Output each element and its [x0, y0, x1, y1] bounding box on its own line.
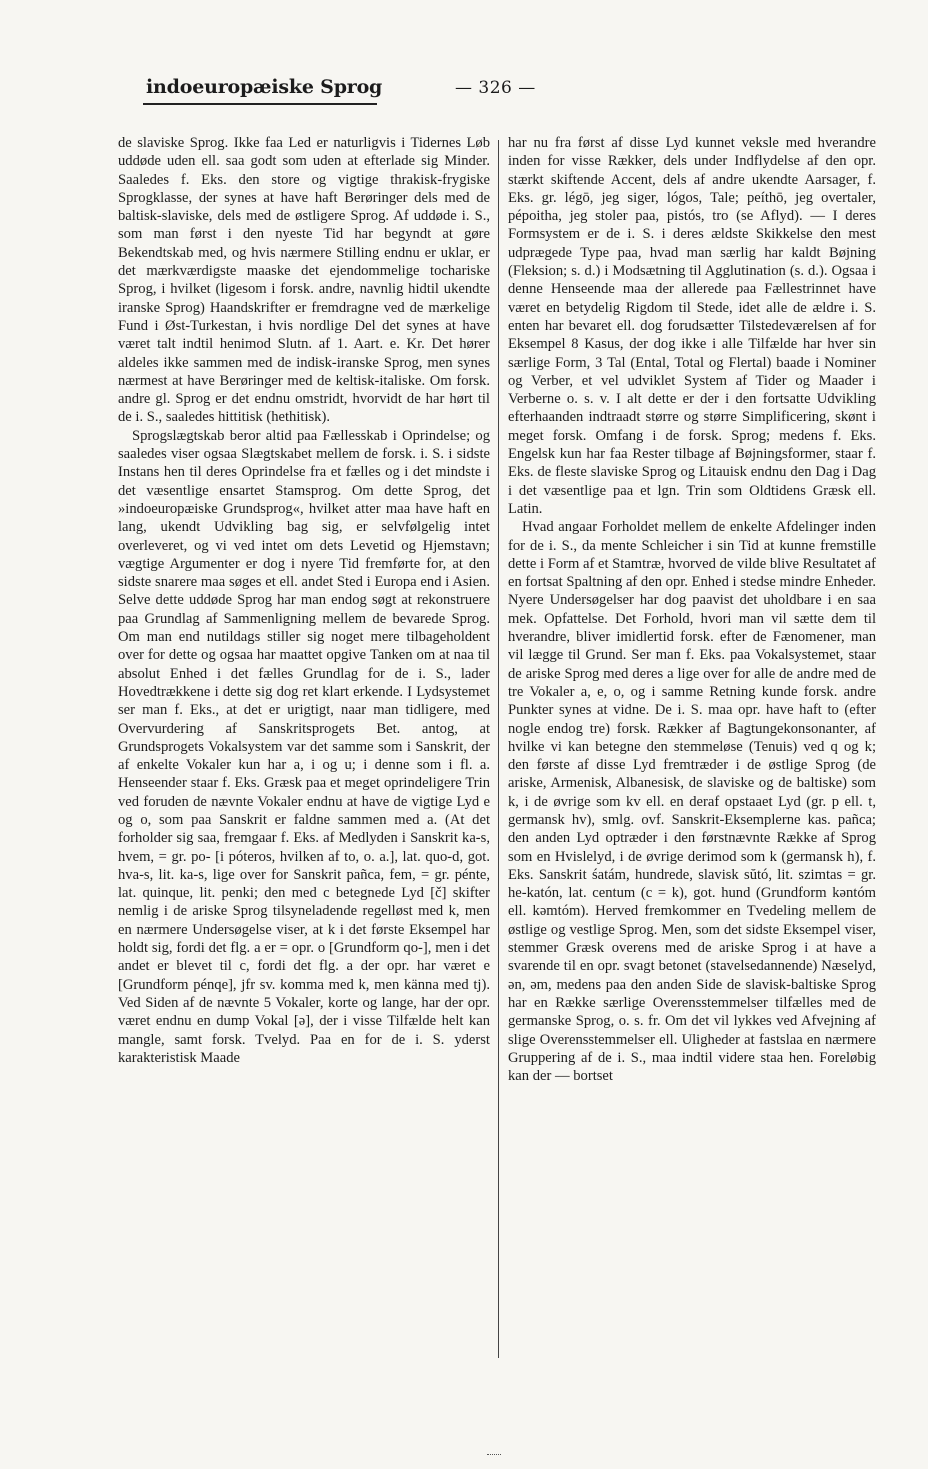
print-speck [487, 1454, 501, 1458]
column-divider [498, 140, 499, 1358]
page-number: — 326 — [455, 78, 536, 98]
paragraph: de slaviske Sprog. Ikke faa Led er naturligvis i Tidernes Løb uddøde uden ell. saa godt som uden at efterlade sig Minder. Saaledes f. Eks. den store og vigtige thrakisk-frygiske Sprogklasse, der synes at have haft Berøringer dels med de baltisk-slaviske, dels med de østligere Sprog. Af uddøde i. S., som man først i den nyeste Tid har begyndt at gøre Bekendtskab med, og hvis nærmere Stilling endnu er uklar, er det mærkværdigste maaske det ejendommelige tochariske Sprog, i hvilket (ligesom i forsk. andre, navnlig hidtil ukendte iranske Sprog) Haandskrifter er fremdragne ved de mærkelige Fund i Øst-Turkestan, i hvis nordlige Del det synes at have været talt indtil henimod Slutn. af 1. Aart. e. Kr. Det hører aldeles ikke sammen med de indisk-iranske Sprog, men synes nærmest at have Berøringer med de keltisk-italiske. Om forsk. andre gl. Sprog er det endnu omstridt, hvorvidt de har hørt til de i. S., saaledes hittitisk (hethitisk). [118, 135, 490, 426]
header-underline [143, 103, 377, 105]
running-head: indoeuropæiske Sprog [146, 76, 383, 98]
right-column [508, 134, 876, 1085]
left-column [118, 134, 490, 1067]
page-header [0, 76, 928, 112]
paragraph: Hvad angaar Forholdet mellem de enkelte Afdelinger inden for de i. S., da mente Schleicher i sin Tid at kunne fremstille dette i Form af et Stamtræ, hvorved de vilde blive Resultatet af en fortsat Spaltning af den opr. Enhed i stedse mindre Enheder. Nyere Undersøgelser har dog paavist det uholdbare i en saa mek. Opfattelse. Det Forhold, hvori man vil sætte dem til hverandre, bliver imidlertid forsk. efter de Fænomener, man vil lægge til Grund. Ser man f. Eks. paa Vokalsystemet, staar de ariske Sprog med deres a lige over for alle de andre med de tre Vokaler a, e, o, og i samme Retning kunde forsk. andre Punkter synes at vidne. De i. S. maa opr. have haft to (efter nogle endog tre) forsk. Rækker af Bagtungekonsonanter, af hvilke vi kan betegne den stemmeløse (Tenuis) ved q og k; den første af disse Lyd fremtræder i de østlige Sprog (de ariske, Armenisk, Albanesisk, de slaviske og de baltiske) som k, i de øvrige som kv ell. en deraf opstaaet Lyd (gr. p ell. t, germansk hv), smlg. ovf. Sanskrit-Eksemplerne kas. pañca; den anden Lyd optræder i den førstnævnte Række af Sprog som en Hvislelyd, i de øvrige derimod som k (germansk h), f. Eks. Sanskrit śatám, hundrede, slavisk sŭtó, lit. szimtas = gr. he-katón, lat. centum (c = k), got. hund (Grundform kəntóm ell. kəmtóm). Herved fremkommer en Tvedeling mellem de østlige og vestlige Sprog. Men, som det sidste Eksempel viser, stemmer Græsk overens med de ariske Sprog i at have a svarende til en opr. svagt betonet (stavelsedannende) Næselyd, ən, əm, medens paa den anden Side de slavisk-baltiske Sprog har en Række særlige Overensstemmelser tilfælles med de germanske Sprog, o. s. fr. Om det vil lykkes ved Afvejning af slige Overensstemmelser ell. Uligheder at fastslaa en nærmere Gruppering af de i. S., maa indtil videre staa hen. Foreløbig kan der — bortset [508, 519, 876, 1085]
paragraph: Sprogslægtskab beror altid paa Fællesskab i Oprindelse; og saaledes viser ogsaa Slægtskabet mellem de forsk. i. S. i sidste Instans hen til deres Oprindelse fra et fælles og i det mindste i det væsentlige ensartet Stamsprog. Om dette Sprog, det »indoeuropæiske Grundsprog«, hvilket atter maa have haft en lang, ukendt Udvikling bag sig, er selvfølgelig intet overleveret, og vi ved intet om dets Levetid og Hjemstavn; vægtige Argumenter er dog i nyere Tid fremførte for, at den sidste snarere maa søges et ell. andet Sted i Europa end i Asien. Selve dette uddøde Sprog har man endog søgt at rekonstruere paa Grundlag af Sammenligning mellem de bevarede Sprog. Om man end nutildags stiller sig noget mere tilbageholdent over for dette og ogsaa har maattet opgive Tanken om at naa til absolut Enhed i det fælles Grundlag for de i. S., lader Hovedtrækkene i dette sig dog ret klart erkende. I Lydsystemet ser man f. Eks., at det er urigtigt, naar man tidligere, med Overvurdering af Sanskritsprogets Bet. antog, at Grundsprogets Vokalsystem var det samme som i Sanskrit, der af enkelte Vokaler kun har a, i og u; i denne som i fl. a. Henseender staar f. Eks. Græsk paa et meget oprindeligere Trin ved foruden de nævnte Vokaler endnu at have de vigtige Lyd e og o, som paa Sanskrit er faldne sammen med a. (At det forholder sig saa, fremgaar f. Eks. af Medlyden i Sanskrit ka-s, hvem, = gr. po- [i póteros, hvilken af to, o. a.], lat. quo-d, got. hva-s, lit. ka-s, lige over for Sanskrit pañca, fem, = gr. pénte, lat. quinque, lit. penki; den med c betegnede Lyd [č] skifter nemlig i de ariske Sprog tilsyneladende regelløst med k, men en nærmere Undersøgelse viser, at k i det første Eksempel har holdt sig, fordi det flg. a er = opr. o [Grundform qo-], men i det andet er blevet til c, fordi det flg. a der opr. har været e [Grundform pénqe], jfr sv. komma med k, men känna med tj). Ved Siden af de nævnte 5 Vokaler, korte og lange, har der opr. været endnu en dump Vokal [ə], der i visse Tilfælde helt kan mangle, samt forsk. Tvelyd. Paa en for de i. S. yderst karakteristisk Maade [118, 427, 490, 1066]
paragraph: har nu fra først af disse Lyd kunnet veksle med hverandre inden for visse Rækker, dels under Indflydelse af den opr. stærkt skiftende Accent, dels af andre ukendte Aarsager, f. Eks. gr. légō, jeg siger, lógos, Tale; peíthō, jeg overtaler, pépoitha, jeg stoler paa, pistós, tro (se Aflyd). — I deres Formsystem er de i. S. i deres ældste Skikkelse den mest udprægede Type paa, hvad man særlig har kaldt Bøjning (Fleksion; s. d.) i Modsætning til Agglutination (s. d.). Ogsaa i denne Henseende maa der allerede paa Fællestrinnet have været en betydelig Rigdom til Stede, idet alle de ældre i. S. enten har bevaret ell. dog forudsætter Tilstedeværelsen af for Eksempel 8 Kasus, der dog ikke i alle Tilfælde har hver sin særlige Form, 3 Tal (Ental, Total og Flertal) baade i Nominer og Verber, et vel udviklet System af Tider og Maader i Verberne o. s. v. I alt dette er der i den fortsatte Udvikling efterhaanden indtraadt større og større Simplificering, skønt i meget forsk. Omfang i de forsk. Sprog; medens f. Eks. Engelsk kun har faa Rester tilbage af Bøjningsformer, staar f. Eks. de fleste slaviske Sprog og Litauisk endnu den Dag i Dag i det væsentlige paa et lgn. Trin som Oldtidens Græsk ell. Latin. [508, 135, 876, 517]
